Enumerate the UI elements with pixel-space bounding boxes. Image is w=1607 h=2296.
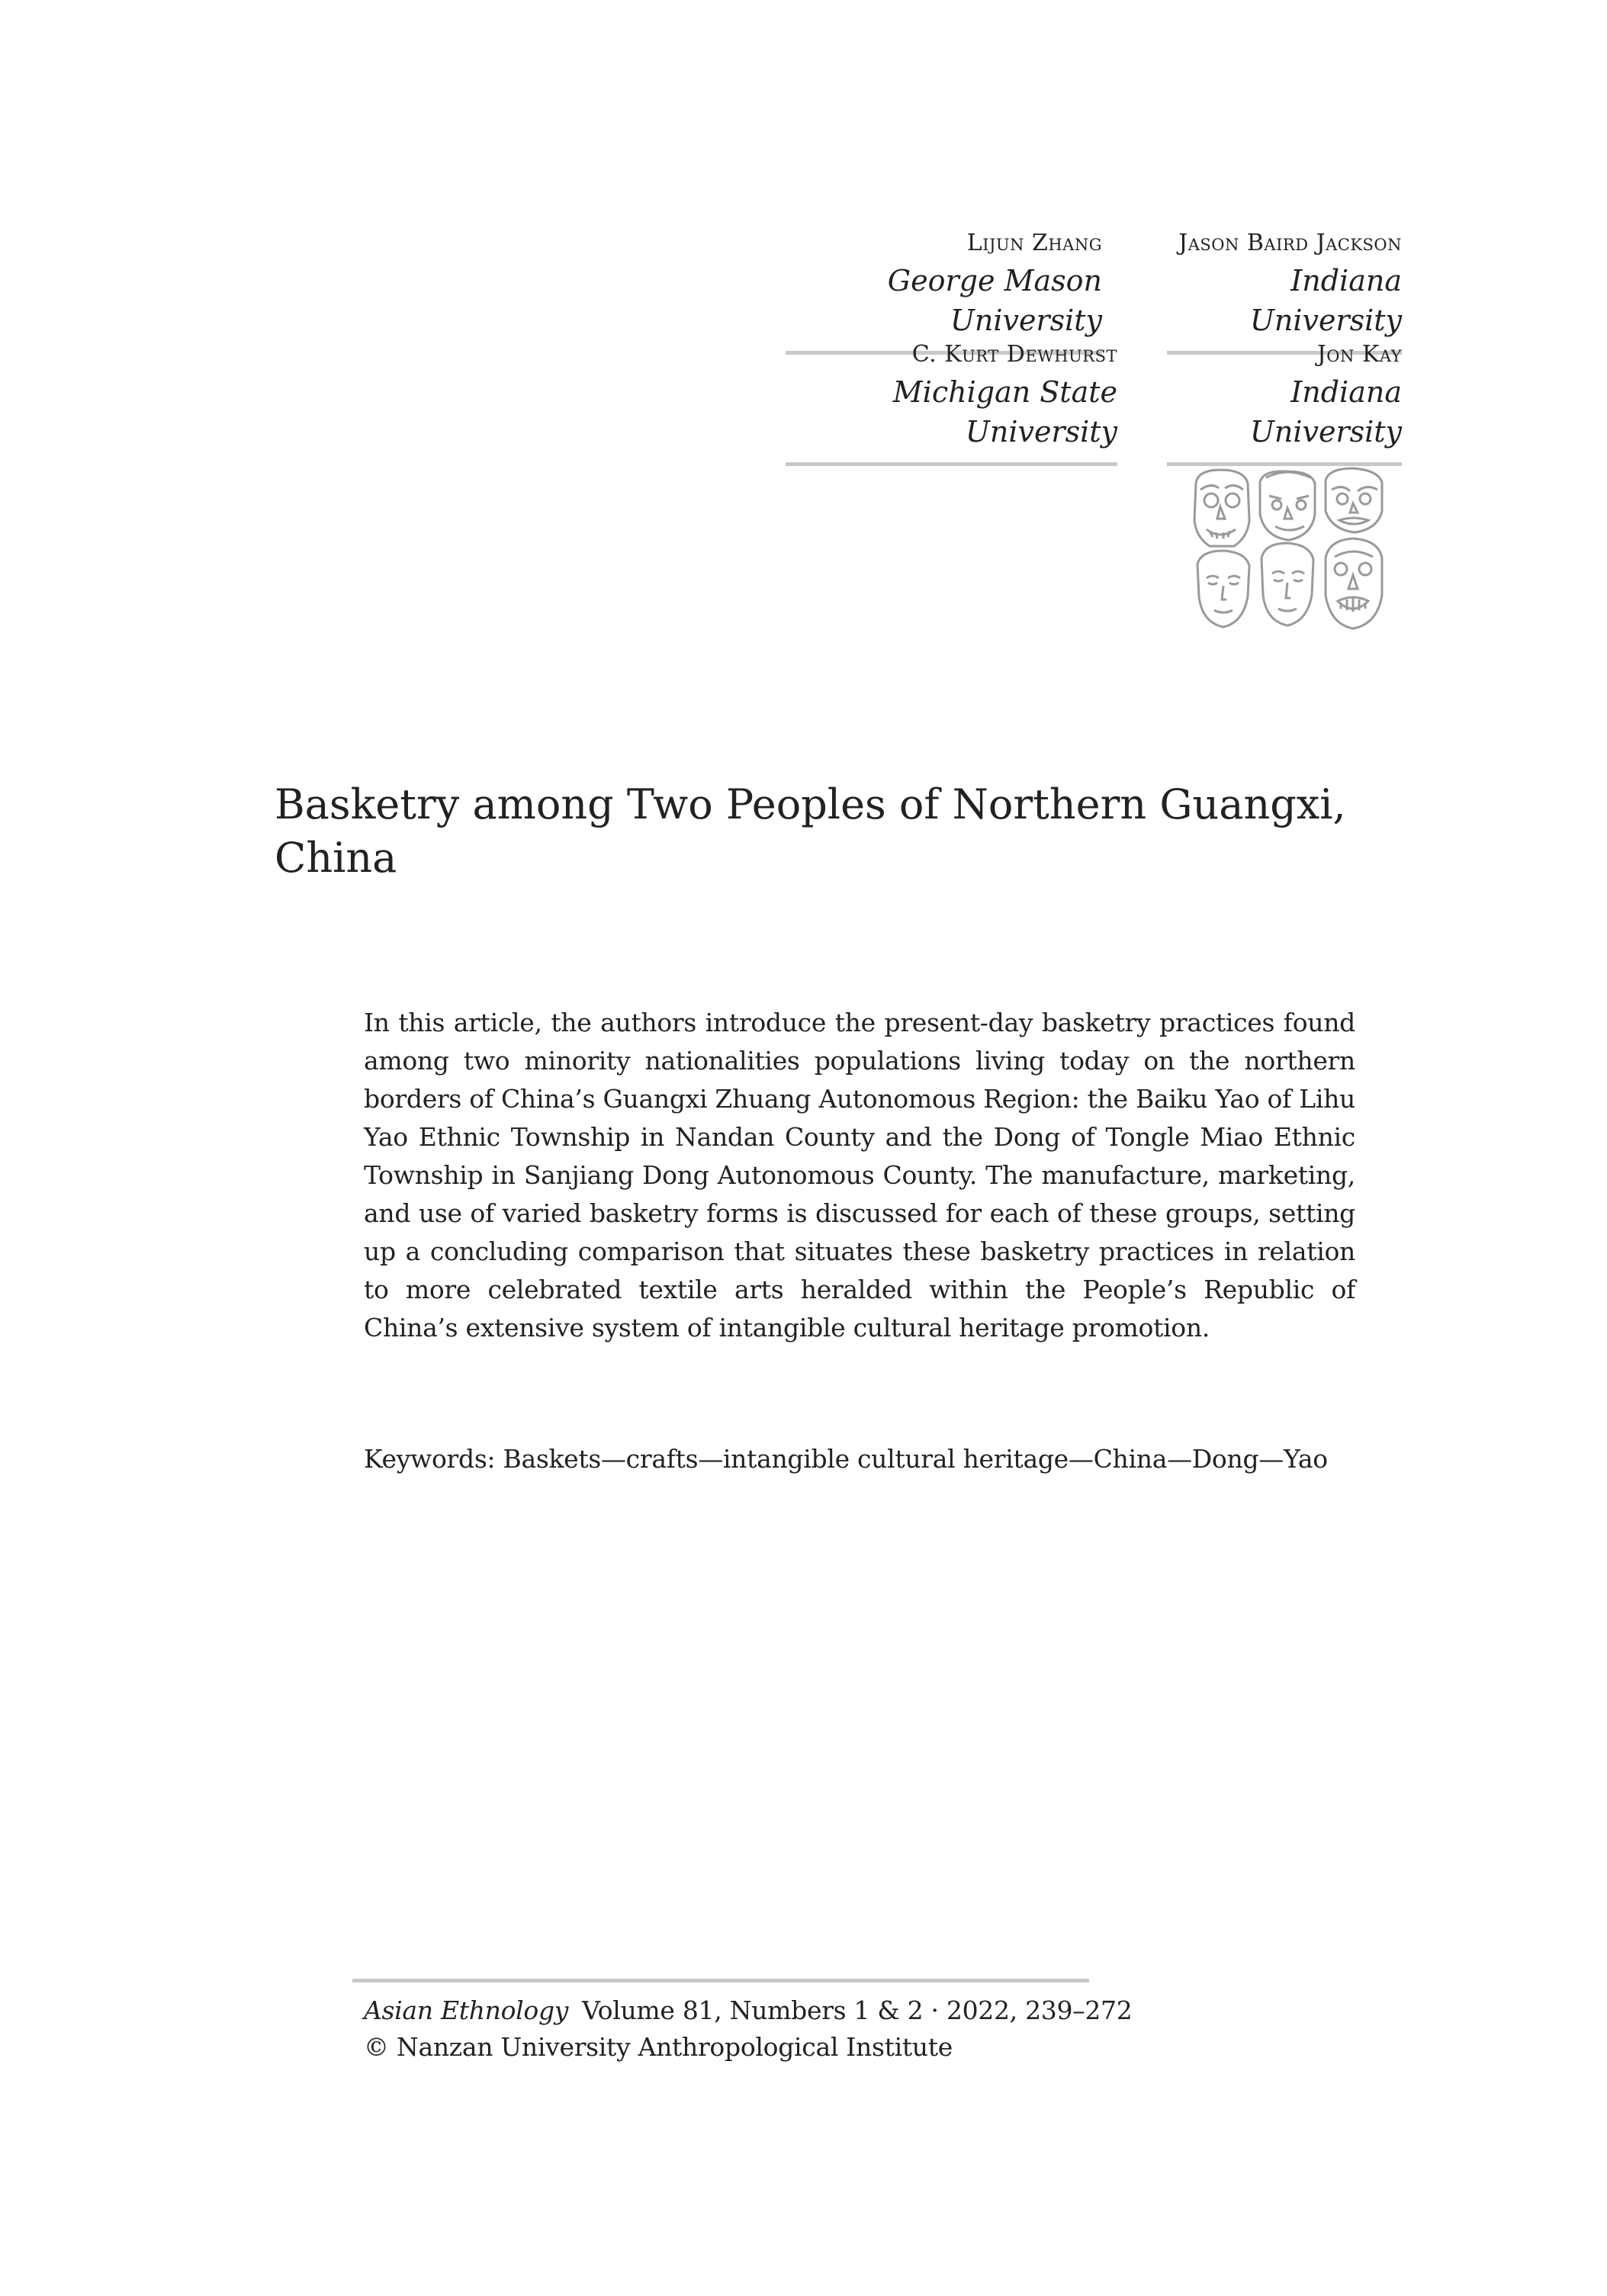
author-affiliation: Michigan State University [892,375,1117,449]
author-affiliation: George Mason University [887,264,1102,337]
keywords: Keywords: Baskets—crafts—intangible cultural heritage—China—Dong—Yao [364,1444,1328,1474]
mask-icon [1326,468,1382,532]
author-affiliation: Indiana University [1249,264,1402,337]
author-name: Jason Baird Jackson [1178,230,1402,256]
mask-icon [1194,470,1249,546]
footer-divider [352,1979,1089,1982]
author-block-kay [1167,337,1402,466]
mask-icon [1326,539,1382,629]
author-block-jackson [1167,226,1402,355]
copyright-line: © Nanzan University Anthropological Institute [364,2032,953,2062]
citation-details: Volume 81, Numbers 1 & 2 · 2022, 239–272 [582,1995,1133,2025]
mask-icon [1261,543,1313,625]
citation-footer [364,1992,1203,2066]
article-title: Basketry among Two Peoples of Northern Guangxi, China [275,780,1346,882]
author-name: Lijun Zhang [966,230,1102,256]
journal-name: Asian Ethnology [364,1995,569,2025]
abstract: In this article, the authors introduce the present-day basketry practices found among two minority nationalities populations living today on the northern borders of China’s Guangxi Zhuang Autonomous Region: the Baiku Yao of Lihu Yao Ethnic Township in Nandan County and the Dong of Tongle Miao Ethnic Township in Sanjiang Dong Autonomous County. The manufacture, marketing, and use of varied basketry forms is discussed for each of these groups, setting up a concluding comparison that situates these basketry practices in relation to more celebrated textile arts heralded within the People’s Republic of China’s extensive system of intangible cultural heritage promotion. [364,1008,1355,1343]
citation-line [364,1992,1203,2029]
mask-icon [1197,551,1249,627]
author-block-dewhurst [786,337,1117,466]
masks-logo-icon [1190,467,1388,635]
author-name: Jon Kay [1316,341,1402,368]
mask-icon [1260,471,1315,540]
author-name: C. Kurt Dewhurst [911,341,1117,368]
author-affiliation: Indiana University [1249,375,1402,449]
author-block-zhang [786,226,1102,355]
